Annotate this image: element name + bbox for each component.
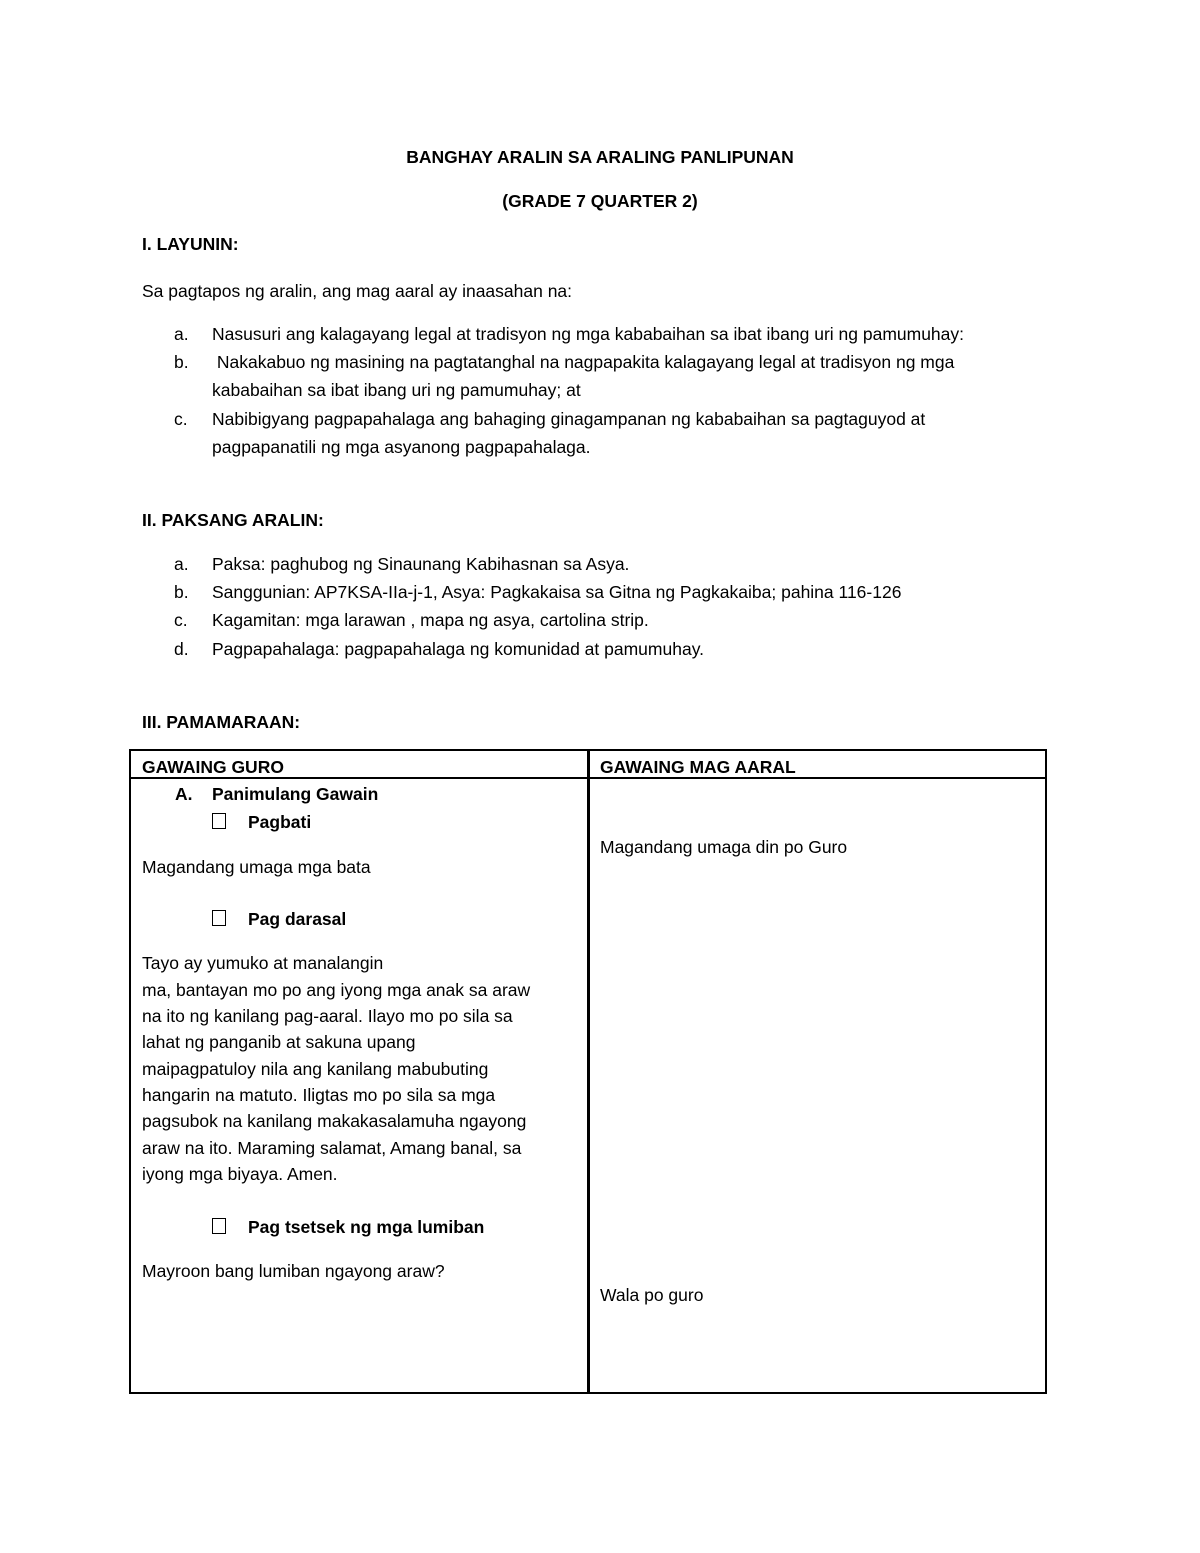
list-marker: a.	[174, 324, 189, 344]
list-marker: c.	[174, 610, 188, 630]
list-item: Pagpapahalaga: pagpapahalaga ng komunidad at pamumuhay.	[212, 639, 705, 659]
list-marker: d.	[174, 639, 189, 659]
part-marker: A.	[175, 784, 193, 804]
list-item-continuation: kababaihan sa ibat ibang uri ng pamumuhay; at	[212, 380, 581, 400]
list-marker: a.	[174, 554, 189, 574]
list-item: Sanggunian: AP7KSA-IIa-j-1, Asya: Pagkakaisa sa Gitna ng Pagkakaiba; pahina 116-126	[212, 582, 902, 602]
section-paksang-aralin-heading: II. PAKSANG ARALIN:	[142, 510, 324, 530]
prayer-line: araw na ito. Maraming salamat, Amang banal, sa	[142, 1138, 522, 1158]
prayer-line: pagsubok na kanilang makakasalamuha ngayong	[142, 1111, 527, 1131]
prayer-line: ma, bantayan mo po ang iyong mga anak sa araw	[142, 980, 531, 1000]
prayer-line: na ito ng kanilang pag-aaral. Ilayo mo po sila sa	[142, 1006, 513, 1026]
step-pagtsetsek-title: Pag tsetsek ng mga lumiban	[248, 1217, 485, 1237]
list-item: Nakakabuo ng masining na pagtatanghal na nagpapakita kalagayang legal at tradisyon ng mga	[212, 352, 955, 372]
student-greeting-reply: Magandang umaga din po Guro	[600, 837, 848, 857]
table-header-guro: GAWAING GURO	[142, 757, 284, 777]
checkbox-bullet-icon	[212, 910, 226, 926]
layunin-intro: Sa pagtapos ng aralin, ang mag aaral ay inaasahan na:	[142, 281, 573, 301]
prayer-line: Tayo ay yumuko at manalangin	[142, 953, 384, 973]
list-item: Nabibigyang pagpapahalaga ang bahaging ginagampanan ng kababaihan sa pagtaguyod at	[212, 409, 926, 429]
list-item: Kagamitan: mga larawan , mapa ng asya, cartolina strip.	[212, 610, 649, 630]
document-subtitle: (GRADE 7 QUARTER 2)	[502, 191, 698, 211]
list-marker: b.	[174, 352, 189, 372]
section-layunin-heading: I. LAYUNIN:	[142, 234, 239, 254]
prayer-line: maipagpatuloy nila ang kanilang mabubuting	[142, 1059, 489, 1079]
part-title: Panimulang Gawain	[212, 784, 379, 804]
table-header-mag-aaral: GAWAING MAG AARAL	[600, 757, 796, 777]
student-absent-reply: Wala po guro	[600, 1285, 704, 1305]
checkbox-bullet-icon	[212, 1218, 226, 1234]
teacher-absent-question: Mayroon bang lumiban ngayong araw?	[142, 1261, 445, 1281]
checkbox-bullet-icon	[212, 813, 226, 829]
list-item: Nasusuri ang kalagayang legal at tradisyon ng mga kababaihan sa ibat ibang uri ng pamumuhay:	[212, 324, 965, 344]
section-pamamaraan-heading: III. PAMAMARAAN:	[142, 712, 301, 732]
list-item: Paksa: paghubog ng Sinaunang Kabihasnan sa Asya.	[212, 554, 630, 574]
step-pagdarasal-title: Pag darasal	[248, 909, 347, 929]
document-title: BANGHAY ARALIN SA ARALING PANLIPUNAN	[406, 147, 794, 167]
teacher-greeting: Magandang umaga mga bata	[142, 857, 371, 877]
prayer-line: lahat ng panganib at sakuna upang	[142, 1032, 416, 1052]
table-column-divider	[587, 749, 590, 1394]
prayer-line: hangarin na matuto. Iligtas mo po sila sa mga	[142, 1085, 496, 1105]
prayer-line: iyong mga biyaya. Amen.	[142, 1164, 338, 1184]
list-marker: c.	[174, 409, 188, 429]
step-pagbati-title: Pagbati	[248, 812, 312, 832]
list-item-continuation: pagpapanatili ng mga asyanong pagpapahalaga.	[212, 437, 591, 457]
list-marker: b.	[174, 582, 189, 602]
